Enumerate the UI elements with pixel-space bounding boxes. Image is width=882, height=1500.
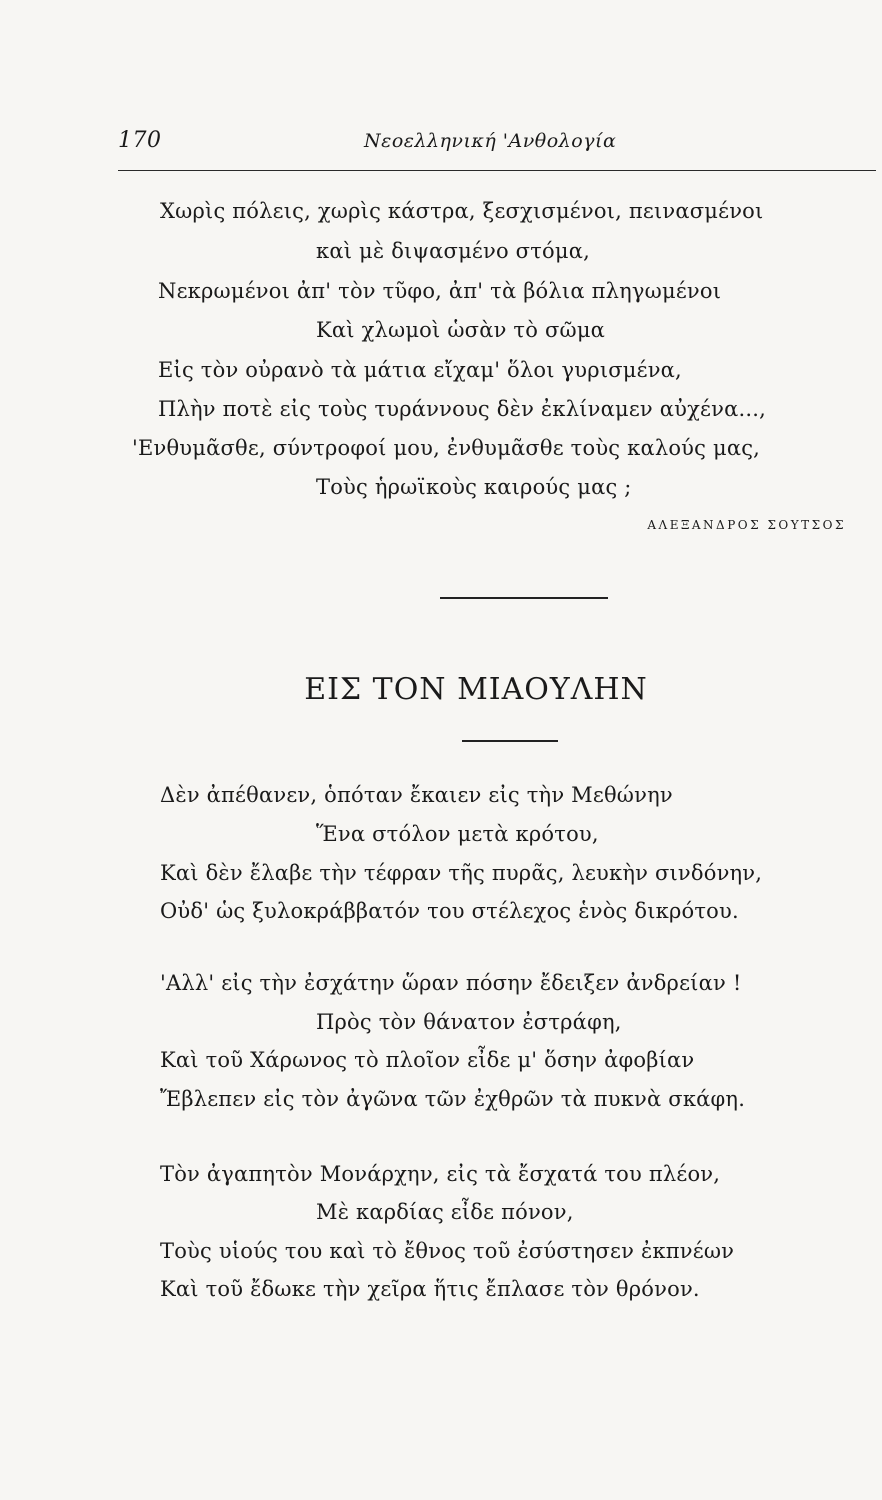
poem1-line-4: Καὶ χλωμοὶ ὡσὰν τὸ σῶμα [316, 318, 606, 342]
title-underline [462, 740, 558, 742]
poem1-line-6: Πλὴν ποτὲ εἰς τοὺς τυράννους δὲν ἐκλίναμεν αὐχένα..., [158, 397, 766, 421]
poem1-author: ΑΛΕΞΑΝΔΡΟΣ ΣΟΥΤΣΟΣ [647, 518, 846, 532]
poem1-line-5: Εἰς τὸν οὐρανὸ τὰ μάτια εἴχαμ' ὅλοι γυρισμένα, [158, 358, 682, 382]
poem1-line-1: Χωρὶς πόλεις, χωρὶς κάστρα, ξεσχισμένοι, πεινασμένοι [160, 199, 764, 223]
poem1-line-2: καὶ μὲ διψασμένο στόμα, [316, 239, 590, 263]
poem1-line-3: Νεκρωμένοι ἀπ' τὸν τῦφο, ἀπ' τὰ βόλια πληγωμένοι [158, 279, 722, 303]
poem2-stanza3-line2: Μὲ καρδίας εἶδε πόνον, [316, 1200, 574, 1224]
poem2-stanza3-line3: Τοὺς υἱούς του καὶ τὸ ἔθνος τοῦ ἐσύστησεν ἐκπνέων [160, 1239, 735, 1263]
poem2-stanza1-line1: Δὲν ἀπέθανεν, ὁπόταν ἔκαιεν εἰς τὴν Μεθώνην [160, 783, 673, 807]
poem2-stanza1-line3: Καὶ δὲν ἔλαβε τὴν τέφραν τῆς πυρᾶς, λευκὴν σινδόνην, [160, 861, 763, 885]
section-divider [440, 597, 608, 599]
poem2-stanza3-line1: Τὸν ἀγαπητὸν Μονάρχην, εἰς τὰ ἔσχατά του πλέον, [160, 1162, 721, 1186]
page-header [118, 128, 870, 168]
poem2-title: ΕΙΣ ΤΟΝ ΜΙΑΟΥΛΗΝ [304, 672, 648, 707]
page-number: 170 [118, 128, 162, 153]
poem1-line-8: Τοὺς ἡρωϊκοὺς καιρούς μας ; [316, 475, 632, 499]
poem2-stanza1-line4: Οὐδ' ὡς ξυλοκράββατόν του στέλεχος ἑνὸς δικρότου. [160, 899, 739, 923]
poem2-stanza1-line2: Ἕνα στόλον μετὰ κρότου, [316, 822, 599, 846]
poem2-stanza2-line2: Πρὸς τὸν θάνατον ἐστράφη, [316, 1010, 622, 1034]
running-title: Νεοελληνική 'Ανθολογία [364, 130, 617, 152]
poem2-stanza3-line4: Καὶ τοῦ ἔδωκε τὴν χεῖρα ἥτις ἔπλασε τὸν θρόνον. [160, 1277, 700, 1301]
header-rule [118, 170, 876, 171]
poem2-stanza2-line3: Καὶ τοῦ Χάρωνος τὸ πλοῖον εἶδε μ' ὅσην ἀφοβίαν [160, 1048, 695, 1072]
poem1-line-7: 'Ενθυμᾶσθε, σύντροφοί μου, ἐνθυμᾶσθε τοὺς καλούς μας, [132, 436, 761, 460]
poem2-stanza2-line1: 'Αλλ' εἰς τὴν ἐσχάτην ὥραν πόσην ἔδειξεν ἀνδρείαν ! [160, 971, 742, 995]
poem2-stanza2-line4: Ἔβλεπεν εἰς τὸν ἀγῶνα τῶν ἐχθρῶν τὰ πυκνὰ σκάφη. [160, 1087, 746, 1111]
